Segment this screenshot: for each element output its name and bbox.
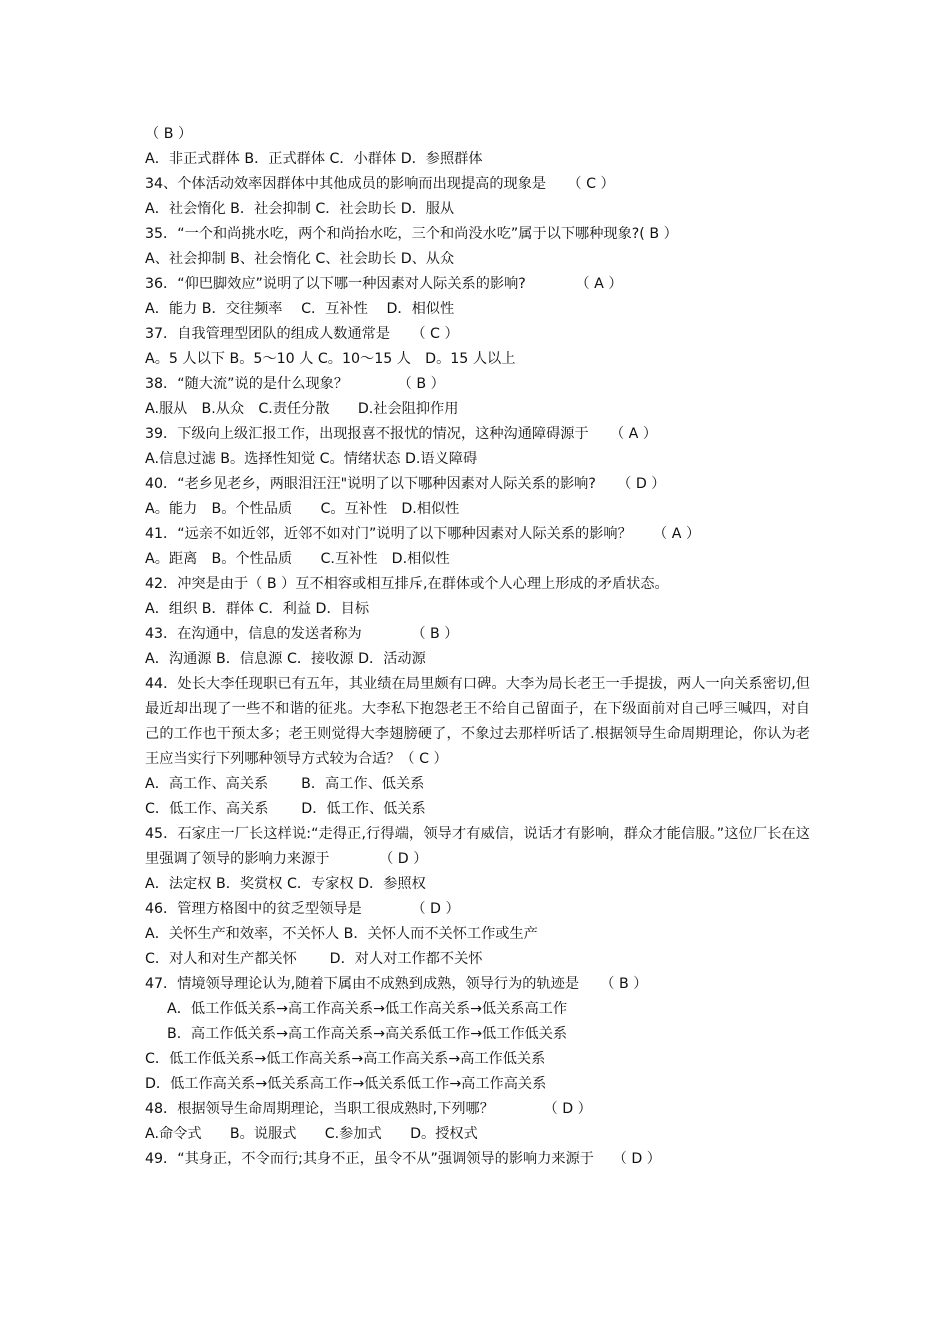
- question-41: 41．“远亲不如近邻，近邻不如对门”说明了以下哪种因素对人际关系的影响？ （ A ）: [145, 526, 701, 542]
- question-35: 35．“一个和尚挑水吃，两个和尚抬水吃，三个和尚没水吃”属于以下哪种现象?( B ）: [145, 226, 678, 242]
- question-44: 44．处长大李任现职已有五年，其业绩在局里颇有口碑。大李为局长老王一手提拔，两人一向关系密切,但最近却出现了一些不和谐的征兆。大李私下抱怨老王不给自己留面子，在下级面前对自己呼三喊四，对自己的工作也干预太多；老王则觉得大李翅膀硬了，不象过去那样听话了.根据领导生命周期理论，你认为老王应当实行下列哪种领导方式较为合适？（ C ）: [145, 676, 810, 767]
- options-line: C．低工作低关系→低工作高关系→高工作高关系→高工作低关系: [145, 1051, 546, 1067]
- options-line: A.信息过滤 B。选择性知觉 C。情绪状态 D.语义障碍: [145, 451, 478, 467]
- question-34: 34、个体活动效率因群体中其他成员的影响而出现提高的现象是 （ C ）: [145, 176, 615, 192]
- options-line: A．能力 B．交往频率 C．互补性 D．相似性: [145, 301, 455, 317]
- options-line: C．低工作、高关系 D．低工作、低关系: [145, 801, 426, 817]
- options-line: A．组织 B．群体 C．利益 D．目标: [145, 601, 370, 617]
- question-47: 47．情境领导理论认为,随着下属由不成熟到成熟，领导行为的轨迹是 （ B ）: [145, 976, 648, 992]
- question-45: 45．石家庄一厂长这样说:“走得正,行得端，领导才有威信，说话才有影响，群众才能信服。”这位厂长在这里强调了领导的影响力来源于 （ D ）: [145, 826, 810, 867]
- options-line: A．法定权 B．奖赏权 C．专家权 D．参照权: [145, 876, 426, 892]
- question-43: 43．在沟通中，信息的发送者称为 （ B ）: [145, 626, 459, 642]
- options-line: A.命令式 B。说服式 C.参加式 D。授权式: [145, 1126, 478, 1142]
- options-line: A。能力 B。个性品质 C。互补性 D.相似性: [145, 501, 460, 517]
- question-39: 39．下级向上级汇报工作，出现报喜不报忧的情况，这种沟通障碍源于 （ A ）: [145, 426, 658, 442]
- options-line: A。5 人以下 B。5～10 人 C。10～15 人 D。15 人以上: [145, 351, 516, 367]
- options-line: B．高工作低关系→高工作高关系→高关系低工作→低工作低关系: [167, 1026, 568, 1042]
- options-line: A、社会抑制 B、社会惰化 C、社会助长 D、从众: [145, 251, 455, 267]
- options-line: A．关怀生产和效率，不关怀人 B．关怀人而不关怀工作或生产: [145, 926, 538, 942]
- options-line: A．社会惰化 B．社会抑制 C．社会助长 D．服从: [145, 201, 455, 217]
- options-line: A.服从 B.从众 C.责任分散 D.社会阻抑作用: [145, 401, 459, 417]
- question-48: 48．根据领导生命周期理论，当职工很成熟时,下列哪？ （ D ）: [145, 1101, 592, 1117]
- question-46: 46．管理方格图中的贫乏型领导是 （ D ）: [145, 901, 460, 917]
- question-37: 37．自我管理型团队的组成人数通常是 （ C ）: [145, 326, 459, 342]
- question-40: 40．“老乡见老乡，两眼泪汪汪"说明了以下哪种因素对人际关系的影响? （ D ）: [145, 476, 666, 492]
- options-line: A．低工作低关系→高工作高关系→低工作高关系→低关系高工作: [167, 1001, 568, 1017]
- options-line: D．低工作高关系→低关系高工作→低关系低工作→高工作高关系: [145, 1076, 547, 1092]
- answer-line: （ B ）: [145, 126, 193, 142]
- options-line: C．对人和对生产都关怀 D．对人对工作都不关怀: [145, 951, 483, 967]
- options-line: A。距离 B。个性品质 C.互补性 D.相似性: [145, 551, 450, 567]
- options-line: A．高工作、高关系 B．高工作、低关系: [145, 776, 425, 792]
- options-line: A．沟通源 B．信息源 C．接收源 D．活动源: [145, 651, 426, 667]
- question-38: 38．“随大流”说的是什么现象？ （ B ）: [145, 376, 445, 392]
- options-line: A．非正式群体 B．正式群体 C．小群体 D．参照群体: [145, 151, 483, 167]
- question-list: [145, 122, 810, 1172]
- question-36: 36．“仰巴脚效应”说明了以下哪一种因素对人际关系的影响? （ A ）: [145, 276, 623, 292]
- question-49: 49．“其身正，不令而行;其身不正，虽令不从”强调领导的影响力来源于 （ D ）: [145, 1151, 661, 1167]
- question-42: 42．冲突是由于（ B ）互不相容或相互排斥,在群体或个人心理上形成的矛盾状态。: [145, 576, 669, 592]
